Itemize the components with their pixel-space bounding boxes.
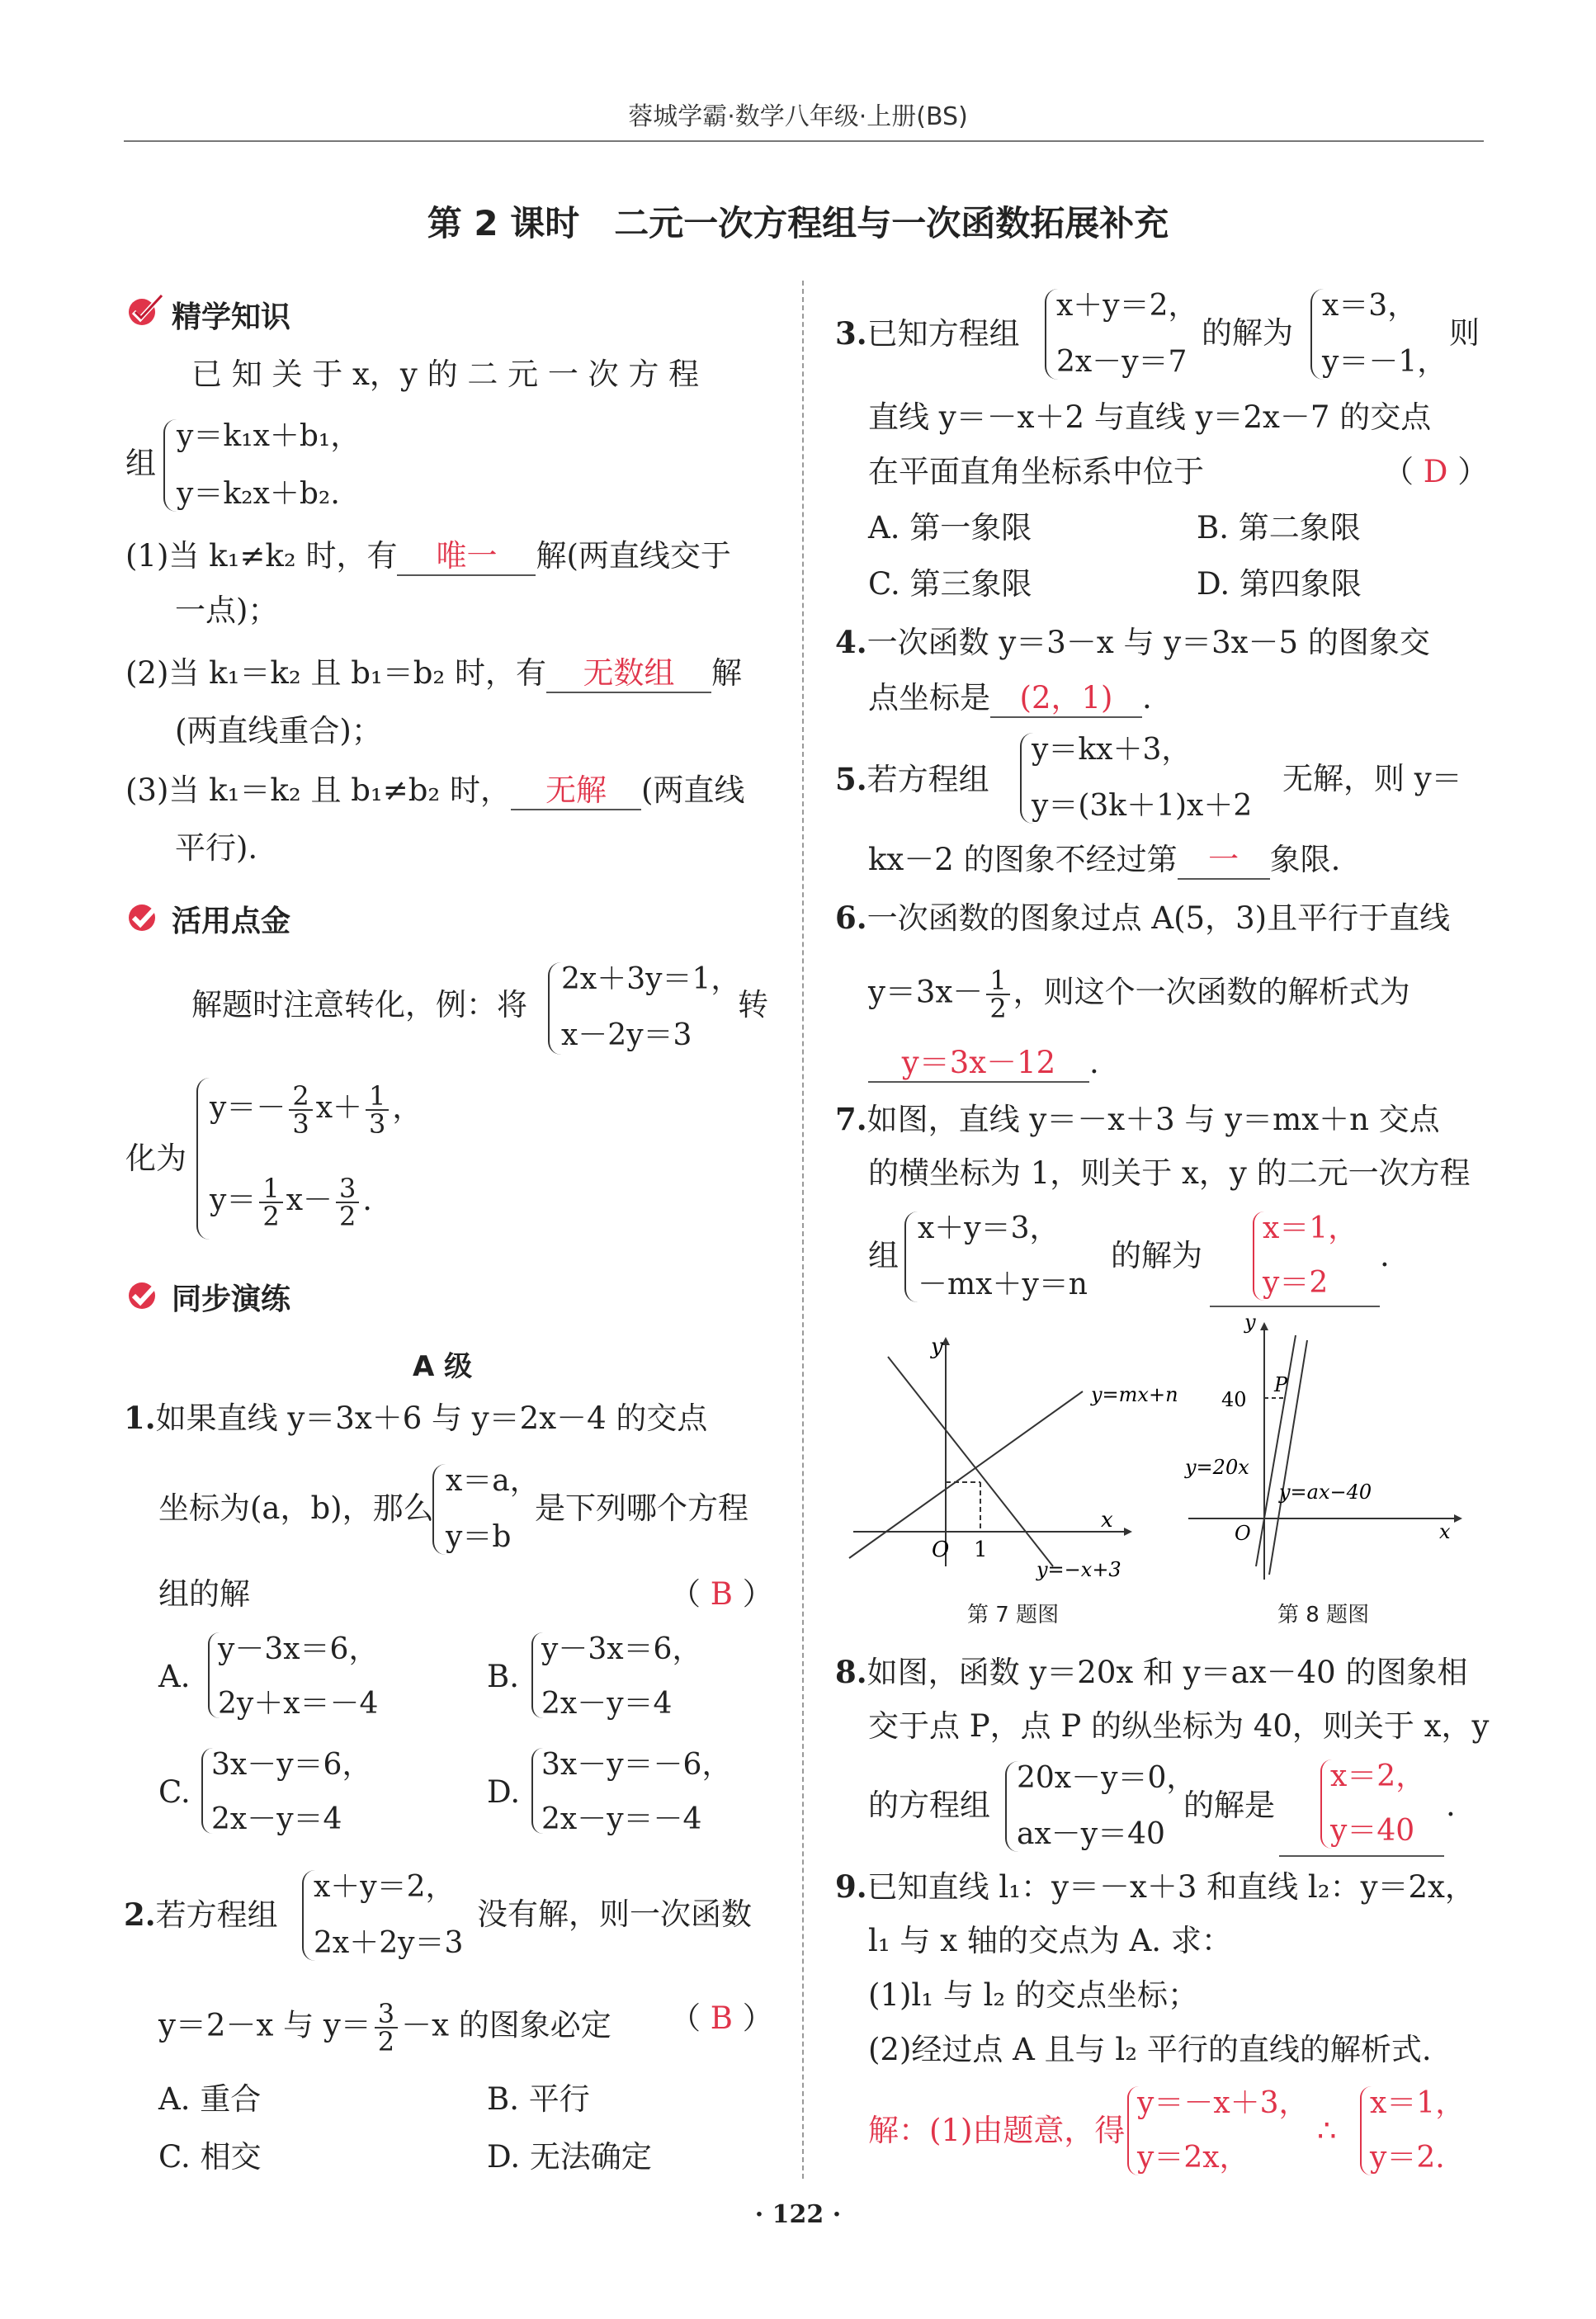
option-b-line2: 2x－y＝4 [541, 1687, 673, 1721]
question-2-line2: y＝2－x 与 y＝ $\frac{3}{2}$ －x 的图象必定 [158, 1998, 611, 2057]
x-label: x [1439, 1520, 1451, 1543]
system-equation-1: y＝k₁x＋b₁， [177, 419, 361, 453]
question-9 [835, 1868, 1476, 1906]
figure-8 [1180, 1311, 1494, 1583]
question-text: 点坐标是 [868, 680, 990, 716]
figure-7-caption: 第 7 题图 [967, 1603, 1060, 1627]
answer-line: x＝2， [1330, 1759, 1426, 1793]
question-6 [835, 900, 1450, 937]
answer-line: x＝1， [1263, 1211, 1358, 1245]
check-icon [125, 1278, 163, 1311]
case-3-text: (3)当 k₁＝k₂ 且 b₁≠b₂ 时， [125, 772, 511, 808]
option-d-line2: 2x－y＝－4 [541, 1802, 702, 1836]
answer-underline [1279, 1855, 1444, 1857]
question-6-line3: y＝3x－12 . [868, 1045, 1099, 1083]
question-5-line2 [868, 842, 1340, 880]
check-icon [125, 900, 163, 933]
option-b: B. 第二象限 [1197, 510, 1361, 546]
question-number: 9. [835, 1868, 867, 1905]
origin-label: O [1235, 1522, 1251, 1545]
solution-line: y＝2x， [1137, 2141, 1249, 2175]
option-a: A. 第一象限 [868, 510, 1032, 546]
question-text: 没有解，则一次函数 [477, 1896, 752, 1932]
answer-blank: (2，1) [990, 680, 1142, 718]
option-b-label: B. [487, 1659, 519, 1694]
case-2-text-b: 解 [711, 655, 742, 691]
question-text: ，则这个一次函数的解析式为 [1013, 974, 1410, 1010]
tip-system-1: 2x＋3y＝1， [561, 962, 741, 996]
origin-label: O [932, 1537, 950, 1562]
question-2 [124, 1896, 278, 1934]
series-header: 蓉城学霸·数学八年级·上册(BS) [628, 102, 968, 131]
question-5 [835, 761, 989, 798]
option-c-line1: 3x－y＝6， [211, 1748, 372, 1782]
answer-bracket: （ B ） [670, 1576, 773, 1612]
brace [163, 419, 177, 512]
system-equation: x＋y＝2， [314, 1870, 456, 1904]
level-label: A 级 [413, 1350, 473, 1383]
question-number: 1. [124, 1400, 156, 1436]
option-b: B. 平行 [487, 2081, 590, 2117]
question-4 [835, 624, 1430, 661]
question-7 [835, 1101, 1440, 1138]
brace [432, 1464, 446, 1555]
option-b-line1: y－3x＝6， [541, 1632, 702, 1666]
system-equation: ax－y＝40 [1017, 1817, 1165, 1851]
therefore-symbol: ∴ [1317, 2113, 1337, 2148]
case-1-text: (1)当 k₁≠k₂ 时，有 [125, 538, 398, 574]
question-1 [124, 1400, 707, 1437]
question-text: (2)经过点 A 且与 l₂ 平行的直线的解析式. [868, 2032, 1432, 2067]
option-c: C. 相交 [158, 2139, 262, 2175]
case-2 [125, 655, 742, 693]
option-d: D. 无法确定 [487, 2139, 652, 2175]
answer-blank: 无数组 [546, 655, 711, 693]
page-title: 第 2 课时 二元一次方程组与一次函数拓展补充 [427, 203, 1169, 243]
point-p-label: P [1274, 1373, 1288, 1396]
case-1-text-c: 一点)； [175, 593, 279, 628]
page-number: · 122 · [754, 2200, 842, 2229]
figure-7 [845, 1319, 1192, 1585]
tip-system-2: x－2y＝3 [561, 1018, 692, 1052]
answer-choice: D [1423, 454, 1448, 489]
period: . [1380, 1238, 1390, 1273]
answer-choice: B [710, 2000, 733, 2036]
system-equation: x＋y＝3， [918, 1211, 1060, 1245]
y-label: y [1244, 1311, 1256, 1334]
system-equation: y＝(3k＋1)x＋2 [1032, 789, 1253, 823]
question-text: 已知方程组 [866, 316, 1020, 352]
system-equation: y＝kx＋3， [1032, 733, 1192, 767]
answer-blank: 无解 [511, 772, 641, 810]
system-equation: 2x＋2y＝3 [314, 1926, 464, 1960]
question-text: 的解是 [1183, 1788, 1275, 1823]
tip-result-1: y＝－ $\frac{2}{3}$ x＋ $\frac{1}{3}$ ， [210, 1080, 423, 1140]
question-text: 若方程组 [155, 1897, 278, 1933]
answer-blank: 一 [1178, 842, 1270, 880]
option-a-label: A. [158, 1659, 191, 1694]
solution-text: 解：(1)由题意，得 [868, 2113, 1126, 2148]
question-text: 则 [1449, 315, 1480, 351]
section-jingxue: 精学知识 [172, 300, 291, 334]
line-mx-plus-n [849, 1391, 1083, 1558]
answer-underline [1210, 1306, 1380, 1307]
answer-bracket: （ B ） [670, 2000, 773, 2036]
question-6-line2: y＝3x－ $\frac{1}{2}$ ，则这个一次函数的解析式为 [868, 965, 1410, 1024]
system-equation: x＋y＝2， [1056, 289, 1198, 323]
solution-line: y＝－x＋3， [1137, 2086, 1309, 2120]
system-equation: 20x－y＝0， [1017, 1761, 1197, 1795]
line-neg-x-plus-3 [888, 1357, 1053, 1566]
question-4-line2: 点坐标是 (2，1) . [868, 680, 1152, 718]
option-a-line2: 2y＋x＝－4 [218, 1687, 379, 1721]
question-number: 3. [835, 315, 867, 352]
header-divider [124, 140, 1484, 142]
question-text: kx－2 的图象不经过第 [868, 842, 1178, 877]
case-3-text-b: (两直线 [641, 772, 745, 808]
line-label: y=−x+3 [1036, 1558, 1121, 1581]
option-d-label: D. [487, 1774, 521, 1810]
x-axis-arrow [1124, 1528, 1132, 1536]
knowledge-intro-2: 组 [125, 446, 156, 481]
question-3 [835, 315, 1020, 352]
question-text: 象限. [1269, 842, 1341, 877]
case-3 [125, 772, 744, 810]
question-text: y＝3x－ [868, 974, 984, 1010]
question-text: y＝2－x 与 y＝ [158, 2007, 371, 2043]
question-number: 8. [835, 1654, 867, 1690]
solution-line: x＝1， [1370, 2086, 1466, 2120]
solution-line: y＝2. [1370, 2141, 1445, 2175]
system-equation: x＝a， [446, 1464, 540, 1498]
knowledge-intro: 已 知 关 于 x，y 的 二 元 一 次 方 程 [191, 357, 700, 392]
question-text: 的方程组 [868, 1788, 990, 1823]
answer-blank: 唯一 [397, 538, 536, 576]
question-text: 直线 y＝－x＋2 与直线 y＝2x－7 的交点 [868, 399, 1432, 435]
option-a-line1: y－3x＝6， [218, 1632, 379, 1666]
question-text: 如图，函数 y＝20x 和 y＝ax－40 的图象相 [866, 1655, 1468, 1690]
tip-result-2: y＝ $\frac{1}{2}$ x－ $\frac{3}{2}$ . [210, 1173, 372, 1232]
case-2-text-c: (两直线重合)； [175, 713, 382, 749]
answer-bracket: （ D ） [1383, 454, 1489, 489]
option-d-line1: 3x－y＝－6， [541, 1748, 732, 1782]
question-text: 坐标为(a，b)，那么 [158, 1490, 434, 1526]
option-c-label: C. [158, 1774, 191, 1810]
tick-label: 1 [974, 1537, 988, 1562]
question-text: 是下列哪个方程 [535, 1490, 748, 1526]
question-number: 6. [835, 900, 867, 936]
question-text: 的横坐标为 1，则关于 x，y 的二元一次方程 [868, 1155, 1471, 1191]
section-tongbu: 同步演练 [172, 1282, 291, 1316]
question-text: 无解，则 y＝ [1282, 761, 1462, 796]
answer-line: y＝2 [1263, 1266, 1329, 1300]
system-equation: －mx＋y＝n [918, 1268, 1088, 1301]
question-text: 一次函数 y＝3－x 与 y＝3x－5 的图象交 [866, 625, 1430, 660]
period: . [1446, 1788, 1456, 1823]
case-1 [125, 538, 731, 576]
brace [904, 1211, 918, 1302]
system-equation-2: y＝k₂x＋b₂. [177, 477, 340, 511]
check-icon [125, 294, 163, 327]
line-label: y=20x [1185, 1456, 1249, 1479]
question-text: 若方程组 [866, 762, 989, 797]
line-label: y=ax−40 [1279, 1481, 1372, 1504]
question-text: 的解为 [1202, 315, 1293, 351]
section-huoyong: 活用点金 [172, 904, 291, 938]
question-text: 在平面直角坐标系中位于 [868, 454, 1204, 489]
question-text: 交于点 P，点 P 的纵坐标为 40，则关于 x，y [868, 1708, 1490, 1744]
tip-zhuan: 转 [738, 987, 768, 1023]
figure-8-caption: 第 8 题图 [1277, 1603, 1370, 1627]
option-c: C. 第三象限 [868, 566, 1032, 602]
solution-line: x＝3， [1322, 289, 1418, 323]
answer-choice: B [710, 1576, 733, 1612]
question-text: 组 [868, 1238, 899, 1273]
y-axis-arrow [1260, 1322, 1268, 1330]
x-label: x [1101, 1508, 1113, 1533]
question-number: 5. [835, 761, 867, 797]
question-text: l₁ 与 x 轴的交点为 A. 求： [868, 1923, 1232, 1958]
tick-label: 40 [1221, 1388, 1247, 1411]
question-text: (1)l₁ 与 l₂ 的交点坐标； [868, 1977, 1199, 2013]
option-d: D. 第四象限 [1197, 566, 1362, 602]
question-text: 如果直线 y＝3x＋6 与 y＝2x－4 的交点 [155, 1400, 708, 1436]
question-text: 如图，直线 y＝－x＋3 与 y＝mx＋n 交点 [866, 1102, 1440, 1137]
tip-text: 解题时注意转化，例：将 [191, 987, 527, 1023]
tip-hua: 化为 [125, 1141, 187, 1176]
case-2-text: (2)当 k₁＝k₂ 且 b₁＝b₂ 时，有 [125, 655, 546, 691]
option-c-line2: 2x－y＝4 [211, 1802, 342, 1836]
question-number: 7. [835, 1101, 867, 1137]
option-a: A. 重合 [158, 2081, 262, 2117]
case-1-text-b: 解(两直线交于 [536, 538, 731, 574]
question-text: 的解为 [1111, 1238, 1202, 1273]
question-number: 4. [835, 624, 867, 660]
question-number: 2. [124, 1896, 156, 1933]
brace [548, 962, 561, 1055]
solution-line: y＝－1， [1322, 345, 1447, 379]
brace [196, 1078, 210, 1240]
system-equation: 2x－y＝7 [1056, 345, 1188, 379]
question-text: 组的解 [158, 1576, 250, 1612]
line-label: y=mx+n [1091, 1383, 1178, 1406]
question-text: －x 的图象必定 [401, 2007, 611, 2043]
y-label: y [931, 1334, 943, 1359]
case-3-text-c: 平行). [175, 830, 258, 866]
question-8 [835, 1654, 1467, 1691]
question-text: 一次函数的图象过点 A(5，3)且平行于直线 [866, 900, 1451, 936]
answer-blank: y＝3x－12 [868, 1045, 1089, 1083]
answer-line: y＝40 [1330, 1814, 1415, 1848]
system-equation: y＝b [446, 1520, 512, 1554]
x-axis-arrow [1454, 1514, 1462, 1523]
question-text: 已知直线 l₁：y＝－x＋3 和直线 l₂：y＝2x， [866, 1869, 1476, 1905]
column-divider [802, 281, 804, 2179]
